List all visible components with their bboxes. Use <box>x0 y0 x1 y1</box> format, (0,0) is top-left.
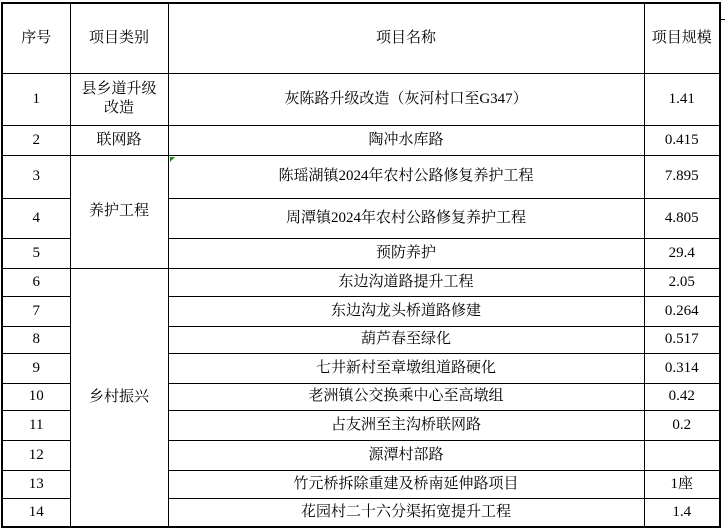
scale-cell[interactable]: 0.517 <box>644 326 720 353</box>
category-cell[interactable]: 县乡道升级改造 <box>70 73 168 125</box>
row-number-cell[interactable]: 1 <box>2 73 70 125</box>
adjacent-cell-border-fragment <box>719 19 725 20</box>
row-number-cell[interactable]: 13 <box>2 470 70 498</box>
scale-cell[interactable]: 7.895 <box>644 155 720 198</box>
row-number-cell[interactable]: 7 <box>2 296 70 326</box>
scale-cell[interactable]: 0.42 <box>644 383 720 410</box>
row-number-cell[interactable]: 4 <box>2 198 70 238</box>
project-name-cell[interactable]: 预防养护 <box>168 238 644 268</box>
project-name-cell[interactable]: 源潭村部路 <box>168 440 644 470</box>
project-name-cell[interactable]: 占友洲至主沟桥联网路 <box>168 410 644 440</box>
row-number-cell[interactable]: 5 <box>2 238 70 268</box>
project-name-cell[interactable]: 东边沟龙头桥道路修建 <box>168 296 644 326</box>
row-number-cell[interactable]: 9 <box>2 353 70 383</box>
project-name-cell[interactable] <box>168 155 644 198</box>
row-number-cell[interactable]: 3 <box>2 155 70 198</box>
header-serial-number[interactable]: 序号 <box>2 3 70 73</box>
table-row <box>2 125 720 155</box>
scale-cell[interactable]: 0.2 <box>644 410 720 440</box>
header-project-category[interactable]: 项目类别 <box>70 3 168 73</box>
category-cell[interactable]: 联网路 <box>70 125 168 155</box>
project-name-cell[interactable]: 竹元桥拆除重建及桥南延伸路项目 <box>168 470 644 498</box>
scale-cell[interactable]: 1座 <box>644 470 720 498</box>
project-name-cell[interactable]: 花园村二十六分渠拓宽提升工程 <box>168 498 644 527</box>
project-table <box>1 2 721 528</box>
table-row <box>2 73 720 125</box>
scale-cell[interactable]: 0.415 <box>644 125 720 155</box>
row-number-cell[interactable]: 8 <box>2 326 70 353</box>
scale-cell[interactable] <box>644 440 720 470</box>
row-number-cell[interactable]: 14 <box>2 498 70 527</box>
row-number-cell[interactable]: 11 <box>2 410 70 440</box>
project-name-cell[interactable]: 东边沟道路提升工程 <box>168 268 644 296</box>
scale-cell[interactable]: 1.4 <box>644 498 720 527</box>
scale-cell[interactable]: 4.805 <box>644 198 720 238</box>
cell-error-flag <box>170 157 175 162</box>
scale-cell[interactable]: 2.05 <box>644 268 720 296</box>
table-row <box>2 268 720 296</box>
header-project-scale[interactable]: 项目规模 <box>644 3 720 73</box>
project-name-cell[interactable]: 灰陈路升级改造（灰河村口至G347） <box>168 73 644 125</box>
scale-cell[interactable]: 0.264 <box>644 296 720 326</box>
row-number-cell[interactable]: 6 <box>2 268 70 296</box>
row-number-cell[interactable]: 2 <box>2 125 70 155</box>
project-name-cell[interactable]: 周潭镇2024年农村公路修复养护工程 <box>168 198 644 238</box>
project-name-cell[interactable]: 老洲镇公交换乘中心至高墩组 <box>168 383 644 410</box>
category-cell[interactable]: 乡村振兴 <box>70 268 168 527</box>
project-name-text: 陈瑶湖镇2024年农村公路修复养护工程 <box>278 168 534 184</box>
scale-cell[interactable]: 29.4 <box>644 238 720 268</box>
row-number-cell[interactable]: 10 <box>2 383 70 410</box>
project-name-cell[interactable]: 陶冲水库路 <box>168 125 644 155</box>
project-name-cell[interactable]: 七井新村至章墩组道路硬化 <box>168 353 644 383</box>
header-project-name[interactable]: 项目名称 <box>168 3 644 73</box>
table-row <box>2 155 720 198</box>
scale-cell[interactable]: 0.314 <box>644 353 720 383</box>
category-cell[interactable]: 养护工程 <box>70 155 168 268</box>
project-name-cell[interactable]: 葫芦春至绿化 <box>168 326 644 353</box>
scale-cell[interactable]: 1.41 <box>644 73 720 125</box>
row-number-cell[interactable]: 12 <box>2 440 70 470</box>
header-row <box>2 3 720 73</box>
